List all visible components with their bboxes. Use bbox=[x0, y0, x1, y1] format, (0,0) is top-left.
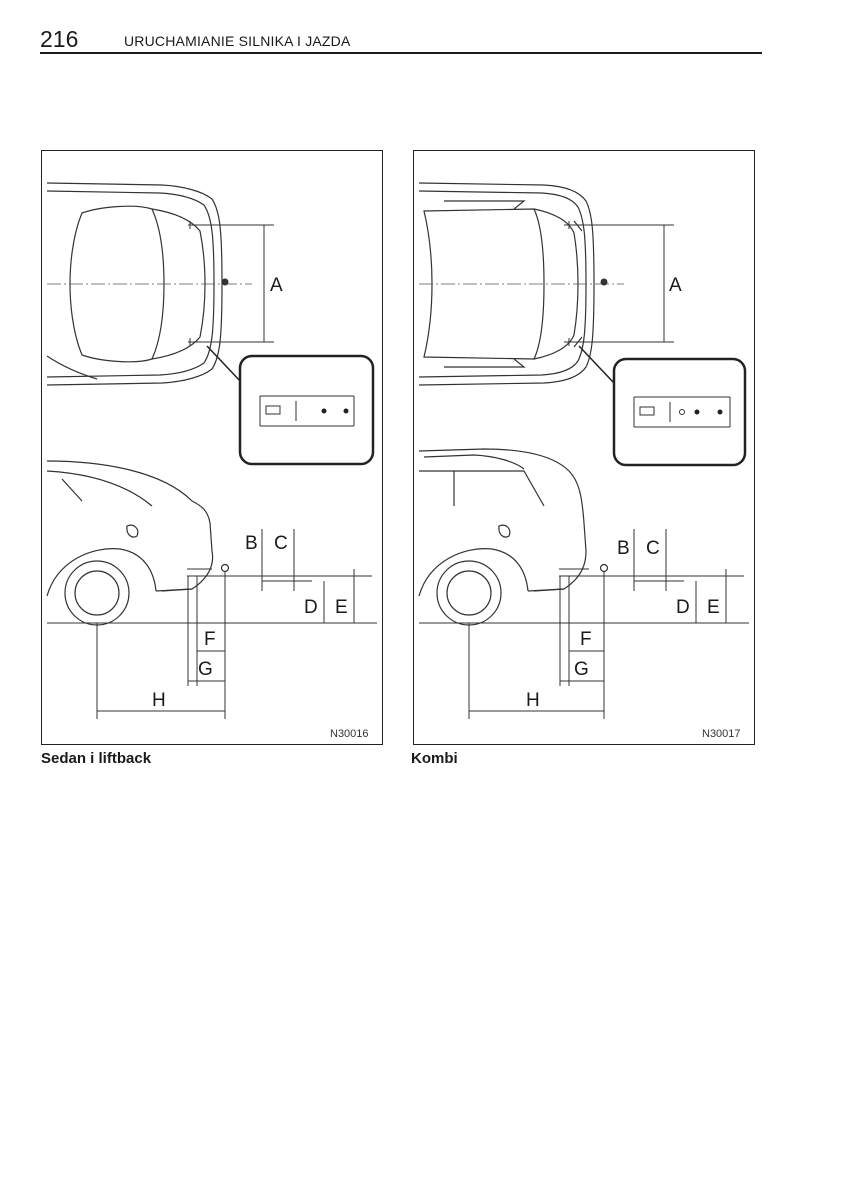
figure-code: N30017 bbox=[702, 728, 741, 740]
sedan-diagram bbox=[42, 151, 384, 746]
label-f: F bbox=[204, 629, 216, 650]
label-g: G bbox=[198, 659, 213, 680]
caption-kombi: Kombi bbox=[411, 750, 458, 767]
label-d: D bbox=[304, 597, 318, 618]
label-g: G bbox=[574, 659, 589, 680]
figure-code: N30016 bbox=[330, 728, 369, 740]
kombi-diagram bbox=[414, 151, 756, 746]
section-title: URUCHAMIANIE SILNIKA I JAZDA bbox=[124, 33, 351, 49]
label-b: B bbox=[245, 533, 258, 554]
caption-sedan-liftback: Sedan i liftback bbox=[41, 750, 152, 767]
label-e: E bbox=[707, 597, 720, 618]
label-a: A bbox=[270, 275, 283, 296]
label-a: A bbox=[669, 275, 682, 296]
label-h: H bbox=[526, 690, 540, 711]
label-c: C bbox=[646, 538, 660, 559]
page-header bbox=[40, 26, 762, 54]
label-c: C bbox=[274, 533, 288, 554]
label-b: B bbox=[617, 538, 630, 559]
figure-kombi bbox=[413, 150, 755, 745]
label-e: E bbox=[335, 597, 348, 618]
label-d: D bbox=[676, 597, 690, 618]
figure-sedan-liftback bbox=[41, 150, 383, 745]
page-number: 216 bbox=[40, 26, 79, 52]
label-f: F bbox=[580, 629, 592, 650]
label-h: H bbox=[152, 690, 166, 711]
